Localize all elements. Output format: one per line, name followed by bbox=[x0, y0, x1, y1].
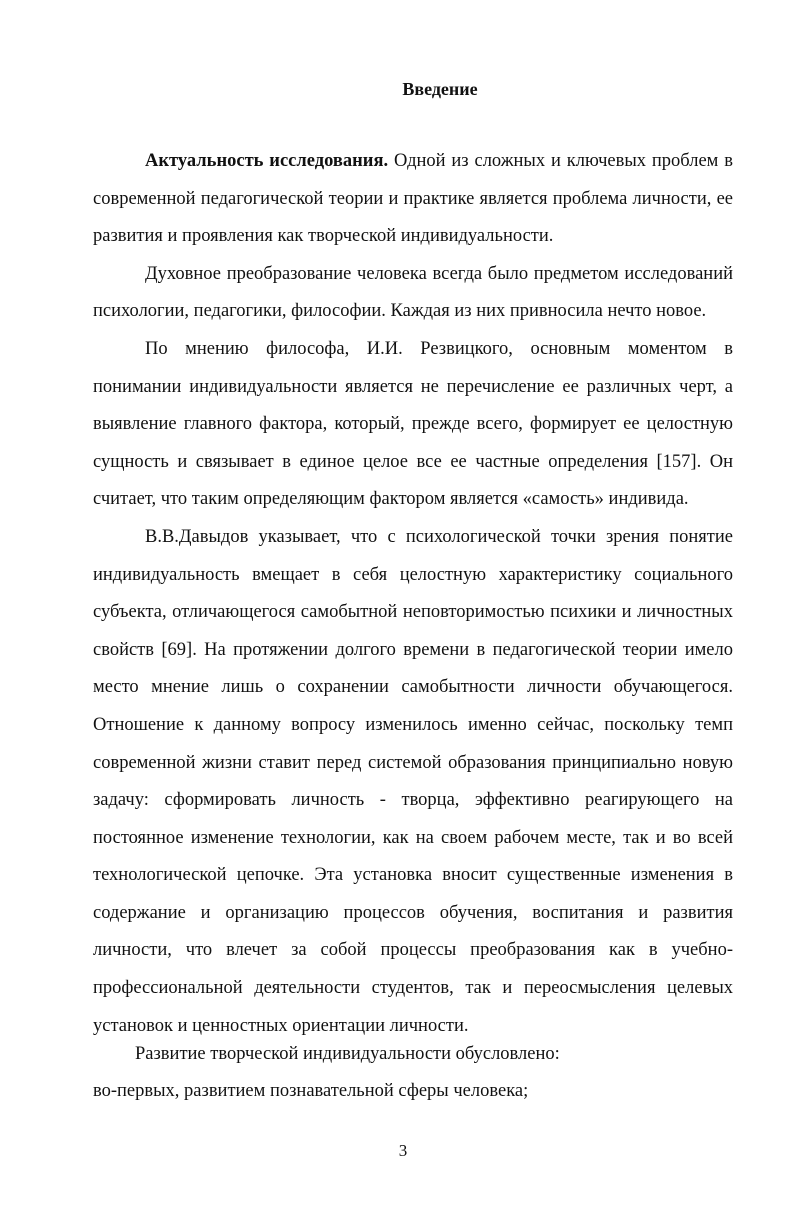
paragraph-text: В.В.Давыдов указывает, что с психологической точки зрения понятие индивидуальность вмещает в себя целостную характеристику социального субъекта, отличающегося самобытной неповторимостью психики и личностных свойств [69]. На протяжении долгого времени в педагогической теории имело место мнение лишь о сохранении самобытности личности обучающегося. Отношение к данному вопросу изменилось именно сейчас, поскольку темп современной жизни ставит перед системой образования принципиально новую задачу: сформировать личность - творца, эффективно реагирующего на постоянное изменение технологии, как на своем рабочем месте, так и во всей технологической цепочке. Эта установка вносит существенные изменения в содержание и организацию процессов обучения, воспитания и развития личности, что влечет за собой процессы преобразования как в учебно-профессиональной деятельности студентов, так и переосмысления целевых установок и ценностных ориентации личности. bbox=[93, 526, 733, 1036]
paragraph-rezvitsky-opinion bbox=[93, 331, 733, 519]
paragraph-davydov-opinion bbox=[93, 519, 733, 1045]
closing-lines bbox=[93, 1036, 733, 1110]
paragraph-text: Одной из сложных и ключевых проблем в современной педагогической теории и практике является проблема личности, ее развития и проявления как творческой индивидуальности. bbox=[93, 151, 733, 247]
body-text bbox=[93, 143, 733, 1045]
paragraph-text: Духовное преобразование человека всегда было предметом исследований психологии, педагогики, философии. Каждая из них привносила нечто новое. bbox=[93, 263, 733, 322]
page-number: 3 bbox=[398, 1141, 408, 1160]
closing-line-1: Развитие творческой индивидуальности обусловлено: bbox=[135, 1044, 560, 1064]
paragraph-relevance bbox=[93, 143, 733, 256]
closing-line-2: во-первых, развитием познавательной сферы человека; bbox=[93, 1081, 529, 1101]
paragraph-lead: Актуальность исследования. bbox=[145, 151, 389, 171]
page-title: Введение bbox=[402, 79, 478, 99]
paragraph-spiritual-transformation bbox=[93, 256, 733, 331]
paragraph-text: По мнению философа, И.И. Резвицкого, основным моментом в понимании индивидуальности является не перечисление ее различных черт, а выявление главного фактора, который, прежде всего, формирует ее целостную сущность и связывает в единое целое все ее частные определения [157]. Он считает, что таким определяющим фактором является «самость» индивида. bbox=[93, 338, 733, 510]
